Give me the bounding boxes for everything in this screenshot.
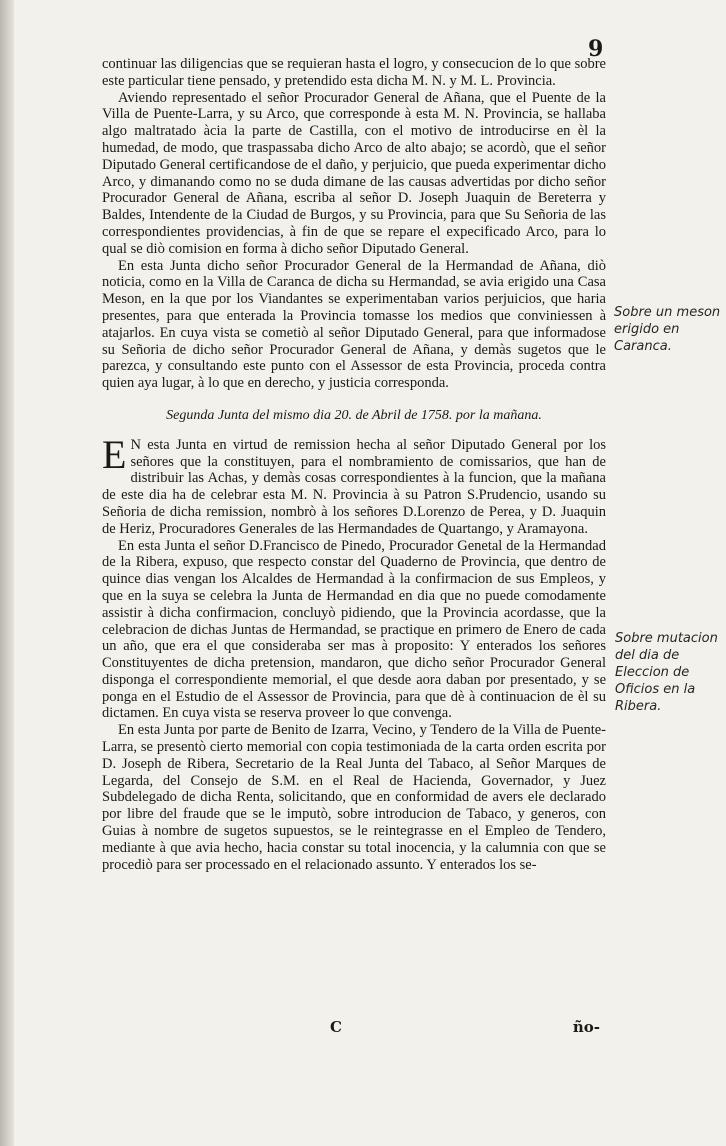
margin-note: Sobre mutacion del dia de Eleccion de Oficios en la Ribera. bbox=[615, 631, 718, 714]
page-number: 9 bbox=[588, 36, 604, 62]
catchword: ño- bbox=[572, 1018, 600, 1036]
binding-edge bbox=[0, 0, 14, 1146]
paragraph: En esta Junta el señor D.Francisco de Pinedo, Procurador Genetal de la Hermandad de la Ribera, expuso, que respecto constar del Quaderno de Provincia, que dentro de quince dias vengan los Alcaldes de Hermandad à la confirmacion de sus Empleos, y que en la suya se celebra la Junta de Hermandad en dia que no puede comodamente assistir à dicha confirmacion, concluyò pidiendo, que la Provincia acordasse, que la celebracion de dichas Juntas de Hermandad, se practique en primero de Enero de cada un año, que era el que consideraba ser mas à proposito: Y enterados los señores Constituyentes de dicha pretension, mandaron, que dicho señor Procurador General disponga el correspondiente memorial, el que desde aora daban por presentado, y se ponga en el Estudio de el Assessor de Provincia, para que dè à continuacion de èl su dictamen. En cuya vista se reserva proveer lo que convenga. bbox=[102, 537, 606, 722]
margin-note: Sobre un meson erigido en Caranca. bbox=[614, 305, 721, 354]
paragraph: Aviendo representado el señor Procurador General de Añana, que el Puente de la Villa de Puente-Larra, y su Arco, que corresponde à esta M. N. Provincia, se hallaba algo maltratado àcia la parte de Castilla, con el motivo de introducirse en èl la humedad, de modo, que traspassaba dicho Arco de alto abajo; se acordò, que el señor Diputado General certificandose de el daño, y perjuicio, que pueda experimentar dicho Arco, y dimanando como no se duda dimane de las causas advertidas por dicho señor Procurador General de Añana, escriba al señor D. Joseph Juaquin de Bereterra y Baldes, Intendente de la Ciudad de Burgos, y su Provincia, para que Su Señoria de las correspondientes providencias, à fin de que se repare el expecificado Arco, para lo qual se diò comision en forma à dicho señor Diputado General. bbox=[102, 89, 606, 257]
section-heading: Segunda Junta del mismo dia 20. de Abril de 1758. por la mañana. bbox=[166, 407, 542, 423]
paragraph: En esta Junta dicho señor Procurador General de la Hermandad de Añana, diò noticia, como en la Villa de Caranca de dicha su Hermandad, se avia erigido una Casa Meson, en la que por los Viandantes se experimentaban varios perjuicios, que haria presentes, para que enterada la Provincia tomasse los medios que conviniessen à atajarlos. En cuya vista se cometiò al señor Diputado General, para que informadose su Señoria de dicho señor Procurador General de Añana, y demàs sugetos que le parezca, y consultando este punto con el Assessor de esta Provincia, proceda contra quien aya lugar, à lo que en derecho, y justicia corresponda. bbox=[102, 257, 606, 392]
paragraph: continuar las diligencias que se requieran hasta el logro, y consecucion de lo que sobre este particular tiene pensado, y pretendido esta dicha M. N. y M. L. Provincia. bbox=[102, 56, 606, 89]
signature-mark: C bbox=[330, 1018, 342, 1036]
body-text bbox=[102, 56, 606, 873]
paragraph bbox=[102, 431, 606, 538]
paragraph-text: N esta Junta en virtud de remission hecha al señor Diputado General por los señores que la constituyen, para el nombramiento de comissarios, que han de distribuir las Achas, y demàs cosas correspondientes à la funcion, que la mañana de este dia ha de celebrar esta M. N. Provincia à su Patron S.Prudencio, usando su Señoria de dicha remission, nombrò à los señores D.Lorenzo de Perea, y D. Juaquin de Heriz, Procuradores Generales de las Hermandades de Quartango, y Aramayona. bbox=[102, 436, 606, 537]
paragraph: En esta Junta por parte de Benito de Izarra, Vecino, y Tendero de la Villa de Puente-Larra, se presentò cierto memorial con copia testimoniada de la carta orden escrita por D. Joseph de Ribera, Secretario de la Real Junta del Tabaco, al Señor Marques de Legarda, del Consejo de S.M. en el Real de Hacienda, Governador, y Juez Subdelegado de dicha Renta, solicitando, que en conformidad de avers ele declarado por libre del fraude que se le imputò, sobre introducion de Tabaco, y generos, con Guias à nombre de sugetos supuestos, se le reintegrasse en el Empleo de Tendero, mediante à que avia hecho, hacia constar su total inocencia, y la calumnia con que se procediò para ser processado en el relacionado assunto. Y enterados los se- bbox=[102, 722, 606, 873]
drop-cap: E bbox=[102, 431, 127, 477]
